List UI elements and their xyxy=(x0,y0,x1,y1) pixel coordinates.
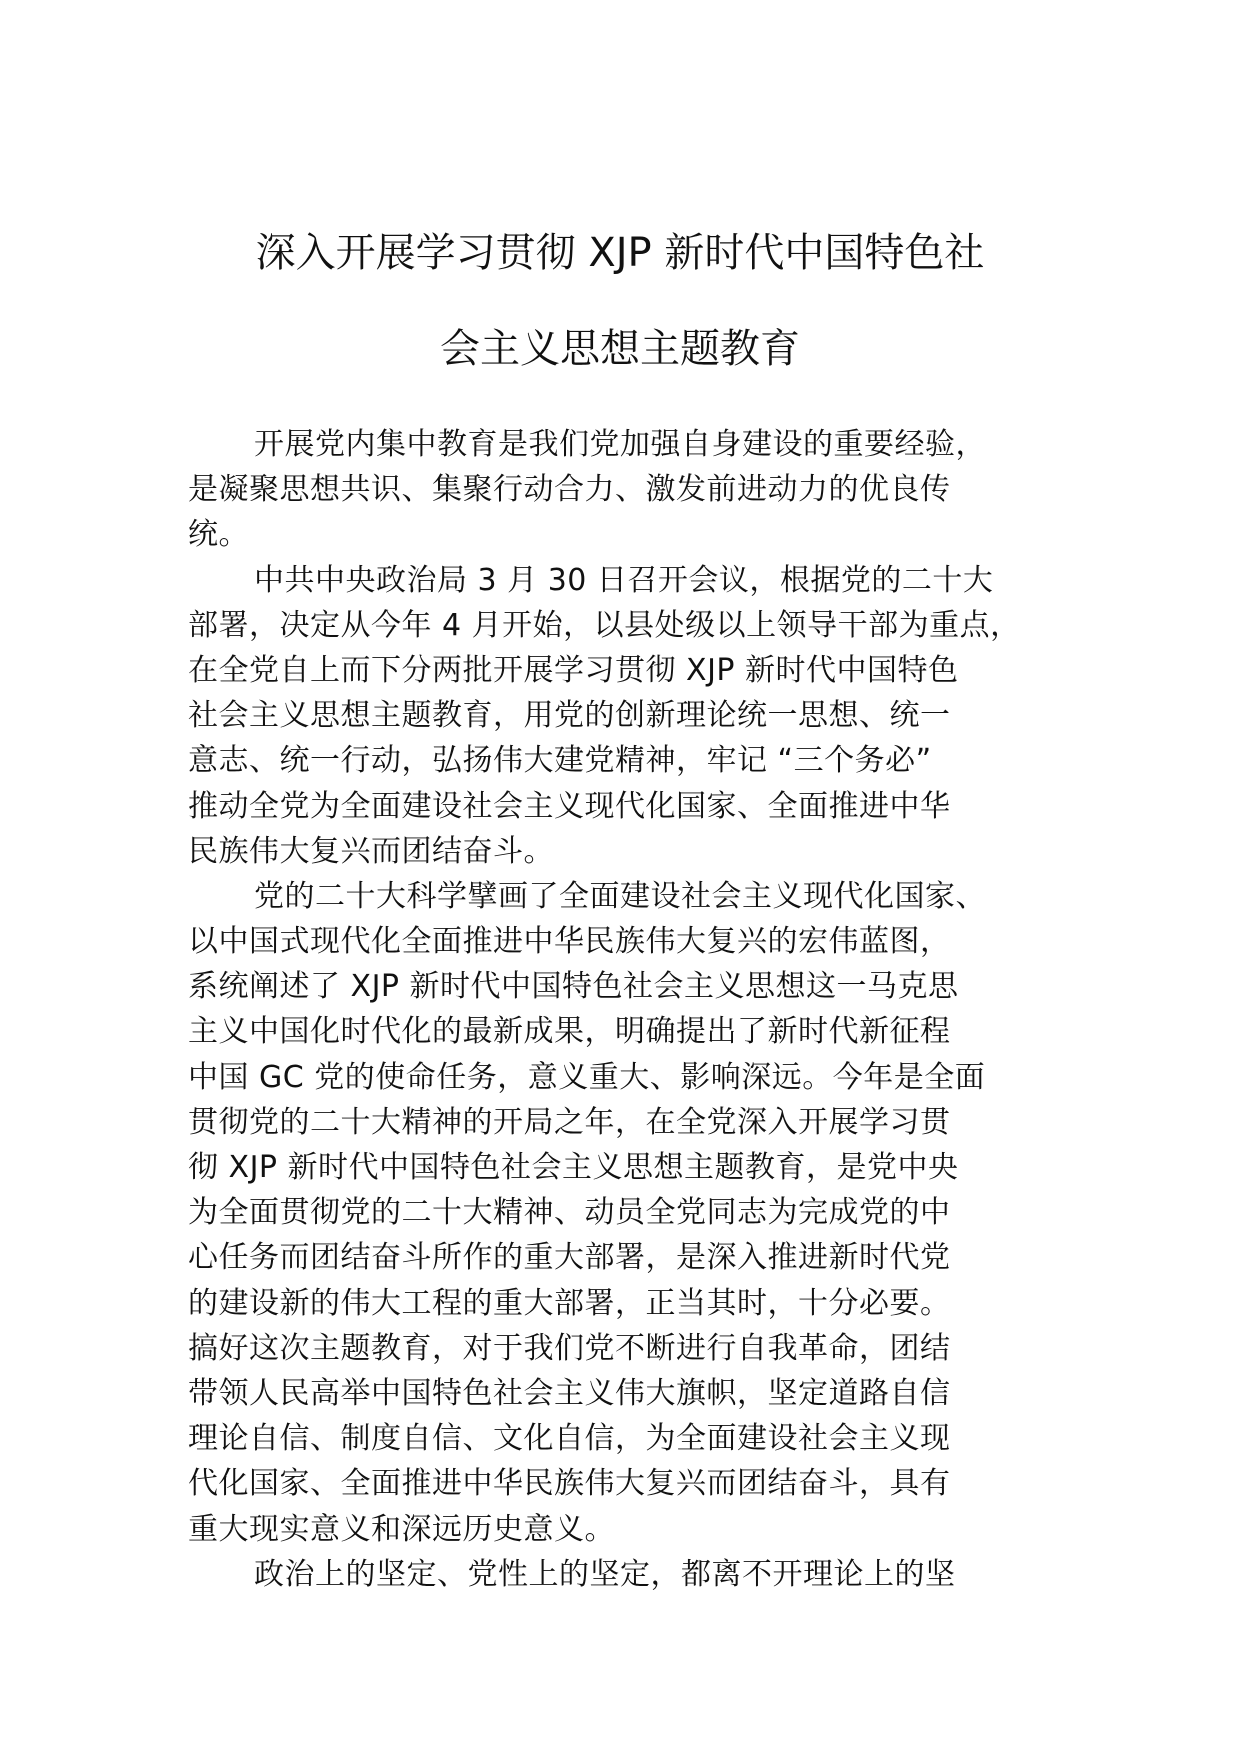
text-line: 是凝聚思想共识、集聚行动合力、激发前进动力的优良传 xyxy=(188,472,951,508)
text-line: 系统阐述了 XJP 新时代中国特色社会主义思想这一马克思 xyxy=(188,969,959,1005)
text-line: 统。 xyxy=(188,517,249,553)
text-line: 在全党自上而下分两批开展学习贯彻 XJP 新时代中国特色 xyxy=(188,652,959,688)
text-line: 理论自信、制度自信、文化自信，为全面建设社会主义现 xyxy=(188,1421,951,1457)
text-line: 带领人民高举中国特色社会主义伟大旗帜，坚定道路自信 xyxy=(188,1375,951,1411)
text-line: 搞好这次主题教育，对于我们党不断进行自我革命，团结 xyxy=(188,1330,951,1366)
paragraph-2 xyxy=(188,558,1068,874)
text-line: 社会主义思想主题教育，用党的创新理论统一思想、统一 xyxy=(188,698,951,734)
text-line: 民族伟大复兴而团结奋斗。 xyxy=(188,833,554,869)
text-line: 中国 GC 党的使命任务，意义重大、影响深远。今年是全面 xyxy=(188,1059,986,1095)
text-line: 的建设新的伟大工程的重大部署，正当其时，十分必要。 xyxy=(188,1285,951,1321)
paragraph-4 xyxy=(188,1552,1068,1597)
text-line: 以中国式现代化全面推进中华民族伟大复兴的宏伟蓝图， xyxy=(188,924,951,960)
text-line: 开展党内集中教育是我们党加强自身建设的重要经验， xyxy=(254,427,986,462)
text-line: 部署，决定从今年 4 月开始，以县处级以上领导干部为重点， xyxy=(188,607,1021,643)
text-line: 意志、统一行动，弘扬伟大建党精神，牢记 “三个务必” xyxy=(188,743,932,779)
text-line: 为全面贯彻党的二十大精神、动员全党同志为完成党的中 xyxy=(188,1195,951,1231)
document-body xyxy=(188,422,1068,1597)
paragraph-1 xyxy=(188,422,1068,558)
title-line-2: 会主义思想主题教育 xyxy=(440,326,800,372)
document-title xyxy=(150,205,1090,397)
text-line: 党的二十大科学擘画了全面建设社会主义现代化国家、 xyxy=(254,878,986,914)
text-line: 政治上的坚定、党性上的坚定，都离不开理论上的坚 xyxy=(254,1556,956,1592)
text-line: 代化国家、全面推进中华民族伟大复兴而团结奋斗，具有 xyxy=(188,1466,951,1502)
paragraph-3 xyxy=(188,874,1068,1552)
text-line: 推动全党为全面建设社会主义现代化国家、全面推进中华 xyxy=(188,788,951,824)
text-line: 主义中国化时代化的最新成果，明确提出了新时代新征程 xyxy=(188,1014,951,1050)
title-line-1: 深入开展学习贯彻 XJP 新时代中国特色社 xyxy=(255,230,985,276)
text-line: 中共中央政治局 3 月 30 日召开会议，根据党的二十大 xyxy=(254,562,994,598)
text-line: 心任务而团结奋斗所作的重大部署，是深入推进新时代党 xyxy=(188,1240,951,1276)
text-line: 彻 XJP 新时代中国特色社会主义思想主题教育，是党中央 xyxy=(188,1150,959,1185)
text-line: 贯彻党的二十大精神的开局之年，在全党深入开展学习贯 xyxy=(188,1104,951,1140)
text-line: 重大现实意义和深远历史意义。 xyxy=(188,1511,615,1547)
